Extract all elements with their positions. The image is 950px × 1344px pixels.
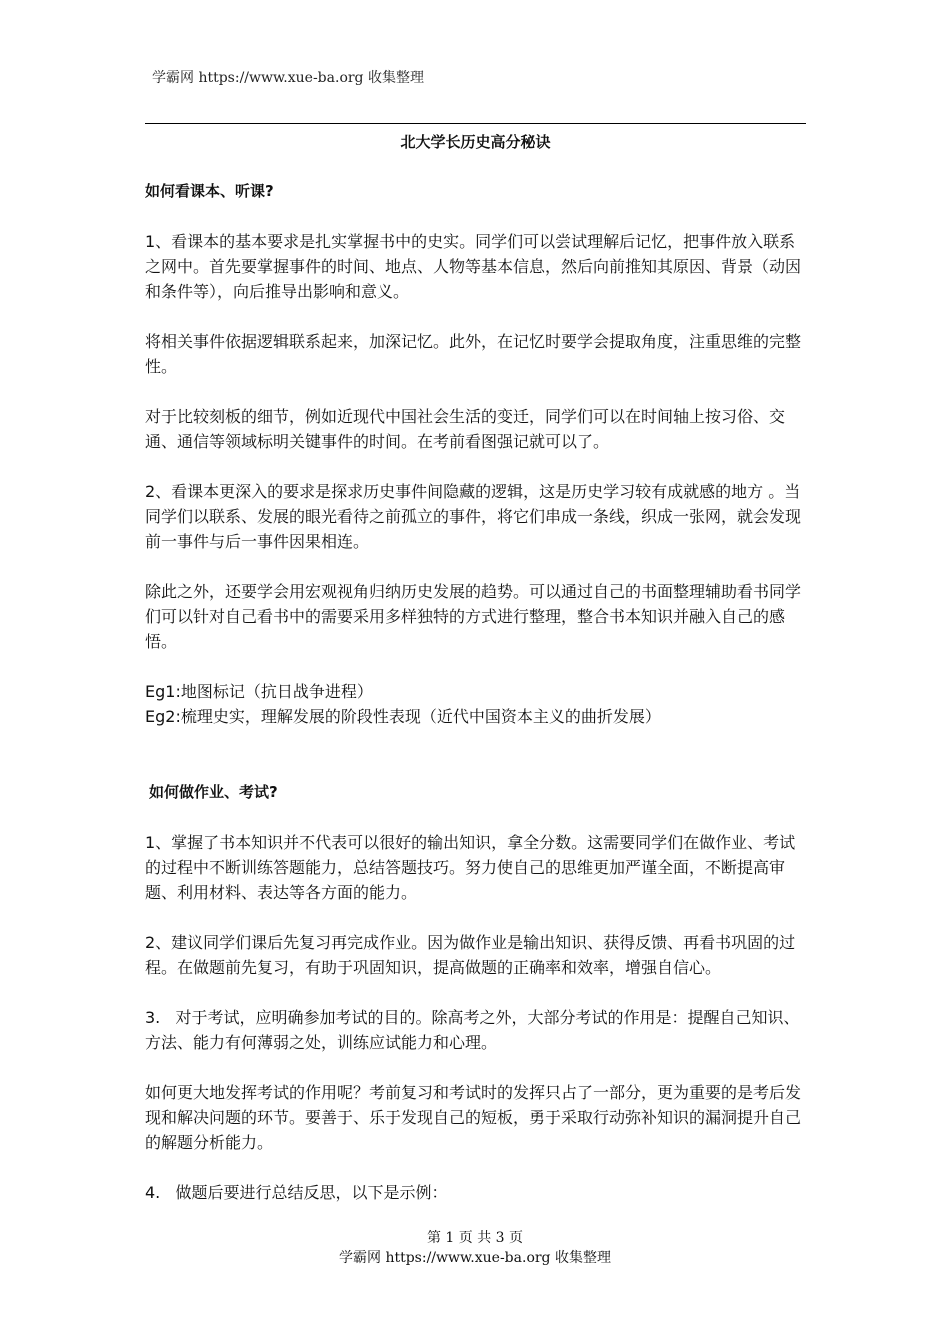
page-footer (0, 1228, 950, 1268)
document-title: 北大学长历史高分秘诀 (400, 133, 551, 151)
page-number: 第 1 页 共 3 页 (426, 1230, 524, 1246)
paragraph: 2、建议同学们课后先复习再完成作业。因为做作业是输出知识、获得反馈、再看书巩固的过程。在做题前先复习，有助于巩固知识，提高做题的正确率和效率，增强自信心。 (145, 933, 796, 977)
paragraph: 3. 对于考试，应明确参加考试的目的。除高考之外，大部分考试的作用是：提醒自己知识、方法、能力有何薄弱之处，训练应试能力和心理。 (145, 1008, 800, 1052)
paragraph: 2、看课本更深入的要求是探求历史事件间隐藏的逻辑，这是历史学习较有成就感的地方 。当同学们以联系、发展的眼光看待之前孤立的事件，将它们串成一条线，织成一张网，就会发现前一事件与后一事件因果相连。 (145, 482, 802, 551)
paragraph: 1、看课本的基本要求是扎实掌握书中的史实。同学们可以尝试理解后记忆，把事件放入联系之网中。首先要掌握事件的时间、地点、人物等基本信息，然后向前推知其原因、背景（动因和条件等），向后推导出影响和意义。 (145, 232, 802, 301)
header-divider (145, 123, 806, 124)
paragraph: 除此之外，还要学会用宏观视角归纳历史发展的趋势。可以通过自己的书面整理辅助看书同学们可以针对自己看书中的需要采用多样独特的方式进行整理，整合书本知识并融入自己的感悟。 (145, 582, 802, 651)
section-heading-reading: 如何看课本、听课? (145, 182, 274, 200)
header-source-note: 学霸网 https://www.xue-ba.org 收集整理 (152, 70, 424, 86)
paragraph: 1、掌握了书本知识并不代表可以很好的输出知识，拿全分数。这需要同学们在做作业、考试的过程中不断训练答题能力，总结答题技巧。努力使自己的思维更加严谨全面，不断提高审题、利用材料、表达等各方面的能力。 (145, 833, 796, 902)
paragraph: 对于比较刻板的细节，例如近现代中国社会生活的变迁，同学们可以在时间轴上按习俗、交通、通信等领域标明关键事件的时间。在考前看图强记就可以了。 (145, 407, 786, 451)
example-line: Eg1:地图标记（抗日战争进程） (145, 682, 373, 701)
section-heading-exams: 如何做作业、考试? (149, 783, 278, 801)
paragraph: 将相关事件依据逻辑联系起来，加深记忆。此外，在记忆时要学会提取角度，注重思维的完整性。 (145, 332, 802, 376)
example-line: Eg2:梳理史实，理解发展的阶段性表现（近代中国资本主义的曲折发展） (145, 707, 661, 726)
paragraph: 如何更大地发挥考试的作用呢？考前复习和考试时的发挥只占了一部分，更为重要的是考后发现和解决问题的环节。要善于、乐于发现自己的短板，勇于采取行动弥补知识的漏洞提升自己的解题分析能力。 (145, 1083, 802, 1152)
document-body (145, 180, 811, 1205)
footer-source-note: 学霸网 https://www.xue-ba.org 收集整理 (339, 1250, 611, 1266)
paragraph: 4. 做题后要进行总结反思，以下是示例： (145, 1183, 448, 1202)
